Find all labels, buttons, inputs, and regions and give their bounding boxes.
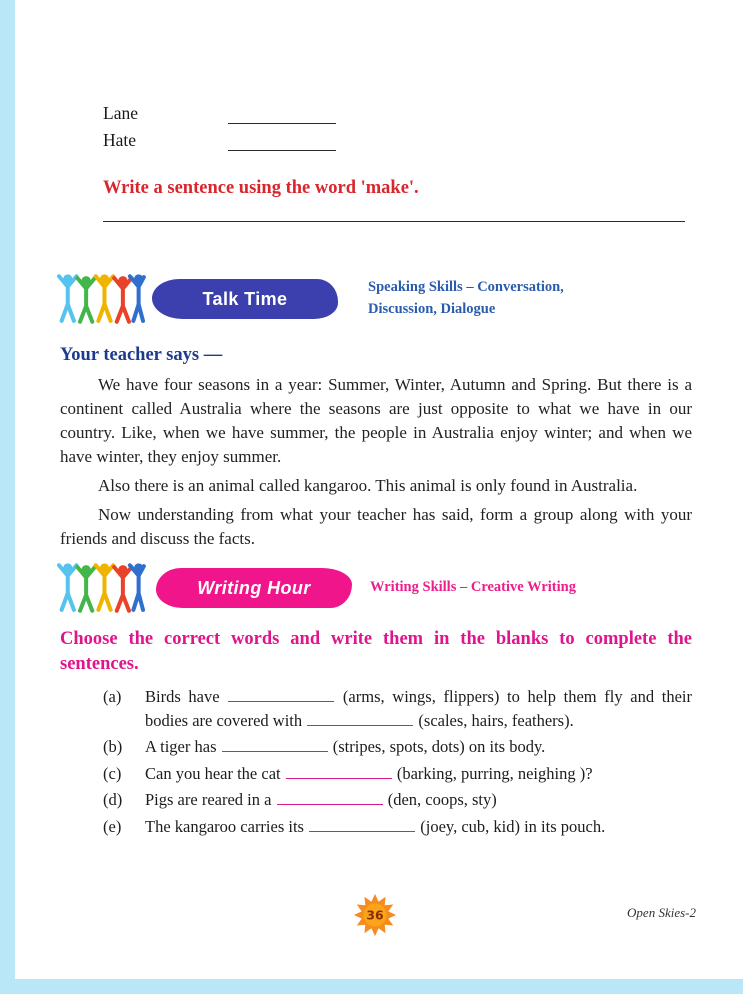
exercise-item-text: A tiger has (stripes, spots, dots) on its body. xyxy=(145,737,546,756)
page-content xyxy=(60,0,692,841)
sentence-writing-line xyxy=(103,221,685,222)
answer-blank xyxy=(307,710,413,726)
page-edge-bottom xyxy=(0,979,743,994)
answer-blank xyxy=(222,736,328,752)
sentence-task-heading: Write a sentence using the word 'make'. xyxy=(103,178,419,198)
exercise-item-label: (b) xyxy=(103,737,123,756)
exercise-item-label: (c) xyxy=(103,763,122,783)
writing-hour-skills-text xyxy=(370,577,576,599)
page-edge-left xyxy=(0,0,15,987)
talk-time-paragraph: We have four seasons in a year: Summer, Winter, Autumn and Spring. But there is a continent called Australia where the seasons are just opposite to what we have in our country. Like, when we have summer, the people in Australia enjoy winter; and when we have winter, they enjoy summer. xyxy=(60,375,692,466)
vocab-row xyxy=(103,97,692,124)
talk-time-banner-label: Talk Time xyxy=(202,288,288,309)
answer-blank xyxy=(309,816,415,832)
book-title: Open Skies-2 xyxy=(627,905,696,920)
celebrating-people-icon xyxy=(56,271,146,327)
exercise-item xyxy=(103,815,692,839)
celebrating-people-icon xyxy=(56,560,146,616)
vocab-row xyxy=(103,124,692,151)
exercise-item-text: Birds have (arms, wings, flippers) to help them fly and their bodies are covered with (scales, hairs, feathers). xyxy=(145,687,693,730)
writing-hour-banner xyxy=(156,568,352,608)
exercise-item-label: (e) xyxy=(103,816,122,836)
answer-blank xyxy=(277,789,383,805)
vocab-word: Hate xyxy=(103,130,137,150)
exercise-item-text: Can you hear the cat (barking, purring, neighing )? xyxy=(145,763,593,783)
exercise-item-text: The kangaroo carries its (joey, cub, kid) in its pouch. xyxy=(145,816,606,836)
talk-time-header xyxy=(60,270,692,328)
skills-line: Writing Skills – Creative Writing xyxy=(370,579,576,596)
talk-time-banner xyxy=(152,279,338,319)
exercise-instruction: Choose the correct words and write them in the blanks to complete the sentences. xyxy=(60,629,692,674)
talk-time-paragraph: Now understanding from what your teacher has said, form a group along with your friends and discuss the facts. xyxy=(60,505,692,548)
teacher-says-heading: Your teacher says — xyxy=(60,345,223,365)
exercise-item-label: (a) xyxy=(103,687,122,706)
talk-time-paragraph: Also there is an animal called kangaroo. This animal is only found in Australia. xyxy=(98,476,638,495)
exercise-item xyxy=(103,735,692,759)
writing-hour-header xyxy=(60,559,692,617)
talk-time-skills-text xyxy=(368,277,564,321)
exercise-item xyxy=(103,788,692,812)
vocab-fill-section xyxy=(60,0,692,151)
exercise-item-text: Pigs are reared in a (den, coops, sty) xyxy=(145,790,497,809)
vocab-word: Lane xyxy=(103,103,138,123)
exercise-item-label: (d) xyxy=(103,790,123,809)
answer-blank xyxy=(228,686,334,702)
answer-blank xyxy=(228,102,336,124)
page-number-badge xyxy=(353,893,397,937)
writing-hour-banner-label: Writing Hour xyxy=(197,577,311,598)
exercise-item xyxy=(103,762,692,786)
answer-blank xyxy=(286,763,392,779)
skills-line: Speaking Skills – Conversation, xyxy=(368,279,564,296)
exercise-item xyxy=(103,685,692,732)
exercise-list xyxy=(60,685,692,838)
page-number: 36 xyxy=(366,908,384,923)
skills-line: Discussion, Dialogue xyxy=(368,301,496,317)
answer-blank xyxy=(228,129,336,151)
